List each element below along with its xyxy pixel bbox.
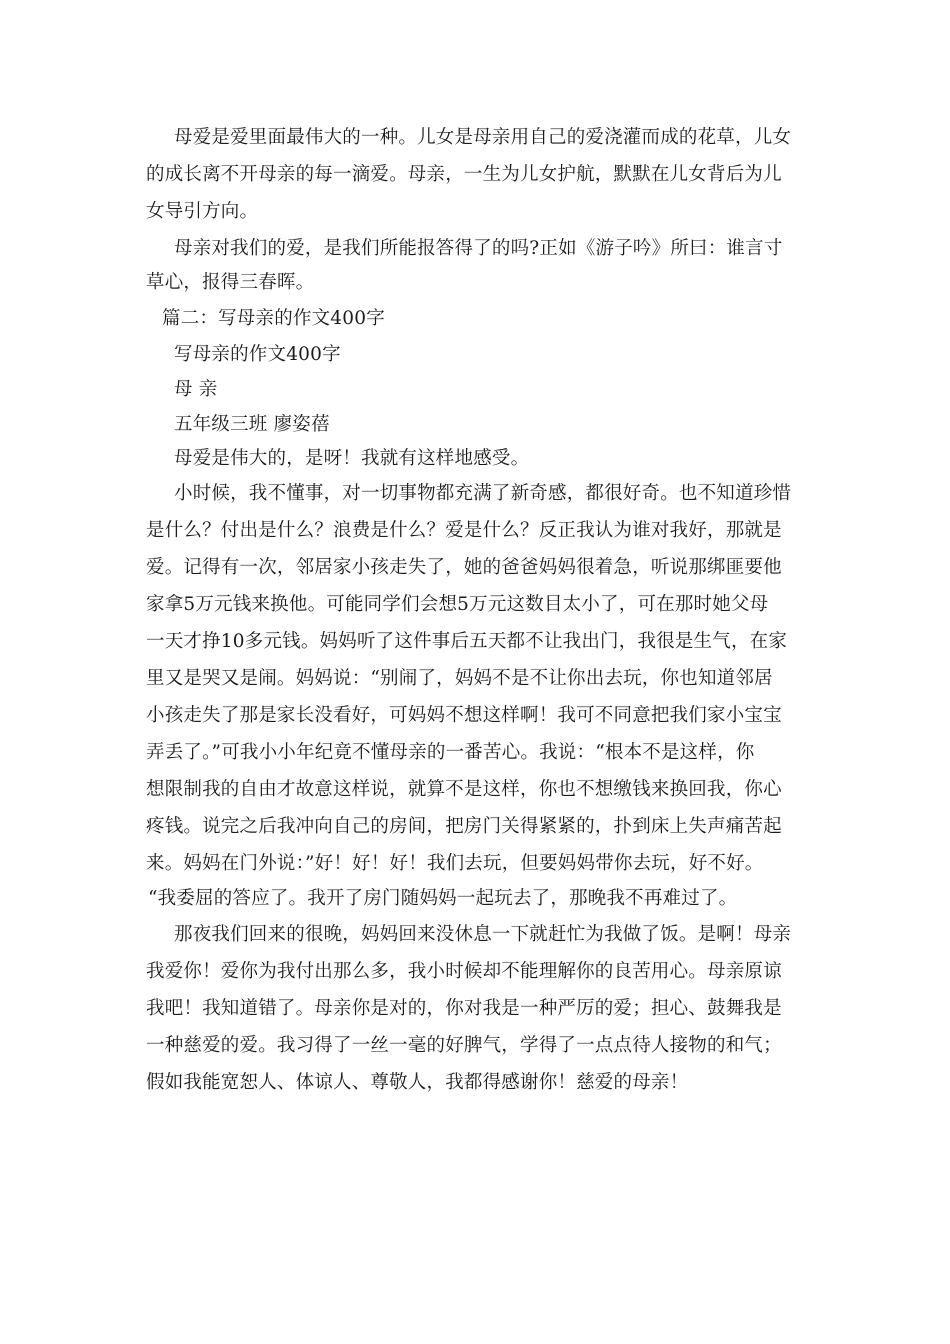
paragraph-line: 母爱是爱里面最伟大的一种。儿女是母亲用自己的爱浇灌而成的花草，儿女 — [174, 127, 792, 148]
paragraph-line: 我吧！我知道错了。母亲你是对的，你对我是一种严厉的爱；担心、鼓舞我是 — [146, 998, 782, 1019]
paragraph-line: “我委屈的答应了。我开了房门随妈妈一起玩去了，那晚我不再难过了。 — [148, 888, 738, 909]
author-line: 五年级三班 廖姿蓓 — [174, 414, 330, 435]
paragraph-line: 母爱是伟大的，是呀！我就有这样地感受。 — [174, 448, 530, 469]
paragraph-line: 小时候，我不懂事，对一切事物都充满了新奇感，都很好奇。也不知道珍惜 — [174, 483, 792, 504]
paragraph-line: 草心，报得三春晖。 — [146, 272, 315, 293]
essay-title: 写母亲的作文400字 — [174, 344, 341, 365]
paragraph-line: 里又是哭又是闹。妈妈说：“别闹了，妈妈不是不让你出去玩，你也知道邻居 — [146, 668, 773, 689]
paragraph-line: 爱。记得有一次，邻居家小孩走失了，她的爸爸妈妈很着急，听说那绑匪要他 — [146, 557, 782, 578]
paragraph-line: 想限制我的自由才故意这样说，就算不是这样，你也不想缴钱来换回我，你心 — [146, 779, 782, 800]
paragraph-line: 小孩走失了那是家长没看好，可妈妈不想这样啊！我可不同意把我们家小宝宝 — [146, 705, 782, 726]
paragraph-line: 家拿5万元钱来换他。可能同学们会想5万元这数目太小了，可在那时她父母 — [146, 594, 769, 615]
paragraph-line: 弄丢了。”可我小小年纪竟不懂母亲的一番苦心。我说：“根本不是这样，你 — [146, 742, 755, 763]
section-heading: 篇二：写母亲的作文400字 — [162, 308, 385, 329]
paragraph-line: 一种慈爱的爱。我习得了一丝一毫的好脾气，学得了一点点待人接物的和气； — [146, 1035, 782, 1056]
paragraph-line: 那夜我们回来的很晚，妈妈回来没休息一下就赶忙为我做了饭。是啊！母亲 — [174, 924, 792, 945]
paragraph-line: 我爱你！爱你为我付出那么多，我小时候却不能理解你的良苦用心。母亲原谅 — [146, 961, 782, 982]
paragraph-line: 来。妈妈在门外说：”好！好！好！我们去玩，但要妈妈带你去玩，好不好。 — [146, 853, 764, 874]
paragraph-line: 一天才挣10多元钱。妈妈听了这件事后五天都不让我出门，我很是生气，在家 — [146, 631, 788, 652]
paragraph-line: 母亲对我们的爱，是我们所能报答得了的吗?正如《游子吟》所曰：谁言寸 — [174, 238, 783, 259]
paragraph-line: 是什么？付出是什么？浪费是什么？爱是什么？反正我认为谁对我好，那就是 — [146, 520, 782, 541]
paragraph-line: 女导引方向。 — [146, 201, 259, 222]
paragraph-line: 的成长离不开母亲的每一滴爱。母亲，一生为儿女护航，默默在儿女背后为儿 — [146, 164, 782, 185]
paragraph-line: 疼钱。说完之后我冲向自己的房间，把房门关得紧紧的，扑到床上失声痛苦起 — [146, 816, 782, 837]
essay-subtitle: 母 亲 — [174, 379, 218, 400]
paragraph-line: 假如我能宽恕人、体谅人、尊敬人，我都得感谢你！慈爱的母亲！ — [146, 1072, 689, 1093]
